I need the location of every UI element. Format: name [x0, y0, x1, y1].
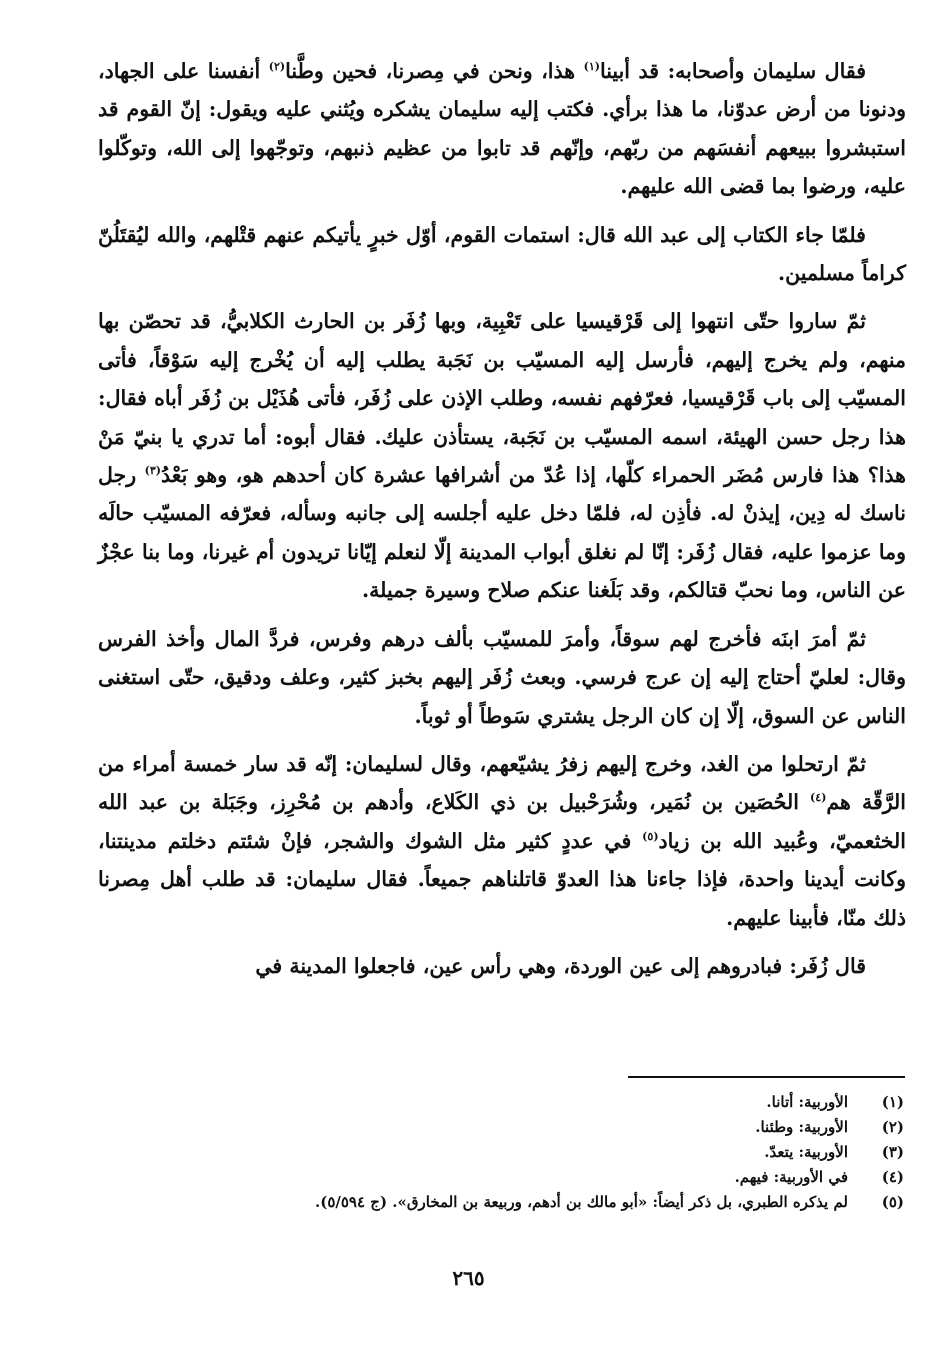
- footnote-ref-2[interactable]: (٢): [268, 60, 286, 74]
- paragraph-5: [98, 745, 906, 937]
- text-run: أنفسنا على الجهاد، ودنونا من أرض عدوّنا، ما هذا برأي. فكتب إليه سليمان يشكره ويُثني عليه ويقول: إنّ القوم قد استبشروا ببيعهم أنفسَهم من ربّهم، وإنّهم قد تابوا من عظيم ذنبهم، وتوجّهوا إلى الله، وتوكّلوا عليه، ورضوا بما قضى الله عليهم.: [98, 59, 906, 199]
- footnote-text: الأوربية: أتانا.: [766, 1093, 848, 1111]
- footnotes: [150, 1090, 904, 1215]
- footnote-ref-5[interactable]: (٥): [642, 829, 659, 843]
- paragraph-4: ثمّ أمرَ ابنَه فأخرج لهم سوقاً، وأمرَ للمسيّب بألف درهم وفرس، فردَّ المال وأخذ الفرس وقال: لعليّ أحتاج إليه إن عرج فرسي. وبعث زُفَر إليهم بخبز كثير، وعلف ودقيق، حتّى استغنى الناس عن السوق، إلّا إن كان الرجل يشتري سَوطاً أو ثوباً.: [98, 626, 906, 728]
- main-text: [98, 52, 906, 995]
- footnote-ref-3[interactable]: (٣): [144, 464, 161, 478]
- footnote-number: (٣): [881, 1143, 904, 1161]
- paragraph-2: فلمّا جاء الكتاب إلى عبد الله قال: استمات القوم، أوّل خبرٍ يأتيكم عنهم قتْلهم، والله ليُقتَلُنّ كراماً مسلمين.: [98, 222, 906, 286]
- paragraph-1: [98, 52, 906, 206]
- footnote-4: [150, 1165, 904, 1190]
- footnote-text: الأوربية: وطئنا.: [755, 1118, 848, 1136]
- text-run: ثمّ ارتحلوا من الغد، وخرج إليهم زفرُ يشيّعهم، وقال لسليمان: إنّه قد سار خمسة أمراء من الرَّقّة هم: [98, 751, 906, 815]
- paragraph-3: [98, 302, 906, 609]
- text-run: رجل ناسك له دِين، إيذنْ له. فأذِن له، فلمّا دخل عليه أجلسه إلى جانبه وسأله، فعرّفه المسيّب حالَه وما عزموا عليه، فقال زُفَر: إنّا لم نغلق أبواب المدينة إلّا لنعلم إيّانا تريدون أم غيرنا، وما بنا عجْزٌ عن الناس، وما نحبّ قتالكم، وقد بَلَغنا عنكم صلاح وسيرة جميلة.: [98, 463, 906, 603]
- text-run: في عددٍ كثير مثل الشوك والشجر، فإنْ شئتم دخلتم مدينتنا، وكانت أيدينا واحدة، فإذا جاءنا هذا العدوّ قاتلناهم جميعاً. فقال سليمان: قد طلب أهل مِصرنا ذلك منّا، فأبينا عليهم.: [98, 828, 906, 930]
- footnote-text: في الأوربية: فيهم.: [734, 1168, 848, 1186]
- footnote-2: [150, 1115, 904, 1140]
- footnote-ref-1[interactable]: (١): [583, 60, 600, 74]
- footnote-number: (٥): [881, 1193, 904, 1211]
- page-number: ٢٦٥: [452, 1266, 485, 1290]
- footnote-5: [150, 1190, 904, 1215]
- footnote-3: [150, 1140, 904, 1165]
- footnote-text: لم يذكره الطبري، بل ذكر أيضاً: «أبو مالك بن أدهم، وربيعة بن المخارق». (ج ٥/٥٩٤).: [315, 1193, 848, 1211]
- text-run: هذا، ونحن في مِصرنا، فحين وطَّنا: [285, 59, 584, 83]
- footnote-number: (٢): [881, 1118, 904, 1136]
- footnote-ref-4[interactable]: (٤): [810, 791, 827, 805]
- text-run: ثمّ ساروا حتّى انتهوا إلى قَرْقيسيا على تَعْبِية، وبها زُفَر بن الحارث الكلابيُّ، قد تحصّن بها منهم، ولم يخرج إليهم، فأرسل إليه المسيّب بن نَجَبة يطلب إليه أن يُخْرج إليه سَوْقاً، فأتى المسيّب إلى باب قَرْقيسيا، فعرّفهم نفسه، وطلب الإذن على زُفَر، فأتى هُذَيْل بن زُفَر أباه فقال: هذا رجل حسن الهيئة، اسمه المسيّب بن نَجَبة، يستأذن عليك. فقال أبوه: أما تدري يا بنيّ مَنْ هذا؟ هذا فارس مُضَر الحمراء كلّها، إذا عُدّ من أشرافها عشرة كان أحدهم هو، وهو بَعْدُ: [98, 309, 906, 488]
- text-run: الحُصَين بن نُمَير، وشُرَحْبيل بن ذي الكَلاع، وأدهم بن مُحْرِز، وجَبَلة بن عبد الله الخثعميّ، وعُبيد الله بن زياد: [98, 790, 906, 853]
- footnote-number: (١): [881, 1093, 904, 1111]
- footnote-text: الأوربية: يتعدّ.: [764, 1143, 848, 1161]
- footnote-1: [150, 1090, 904, 1115]
- text-run: فقال سليمان وأصحابه: قد أبينا: [599, 59, 866, 83]
- paragraph-6: قال زُفَر: فبادروهم إلى عين الوردة، وهي رأس عين، فاجعلوا المدينة في: [255, 953, 866, 978]
- footnote-divider: [628, 1076, 905, 1078]
- footnote-number: (٤): [881, 1168, 904, 1186]
